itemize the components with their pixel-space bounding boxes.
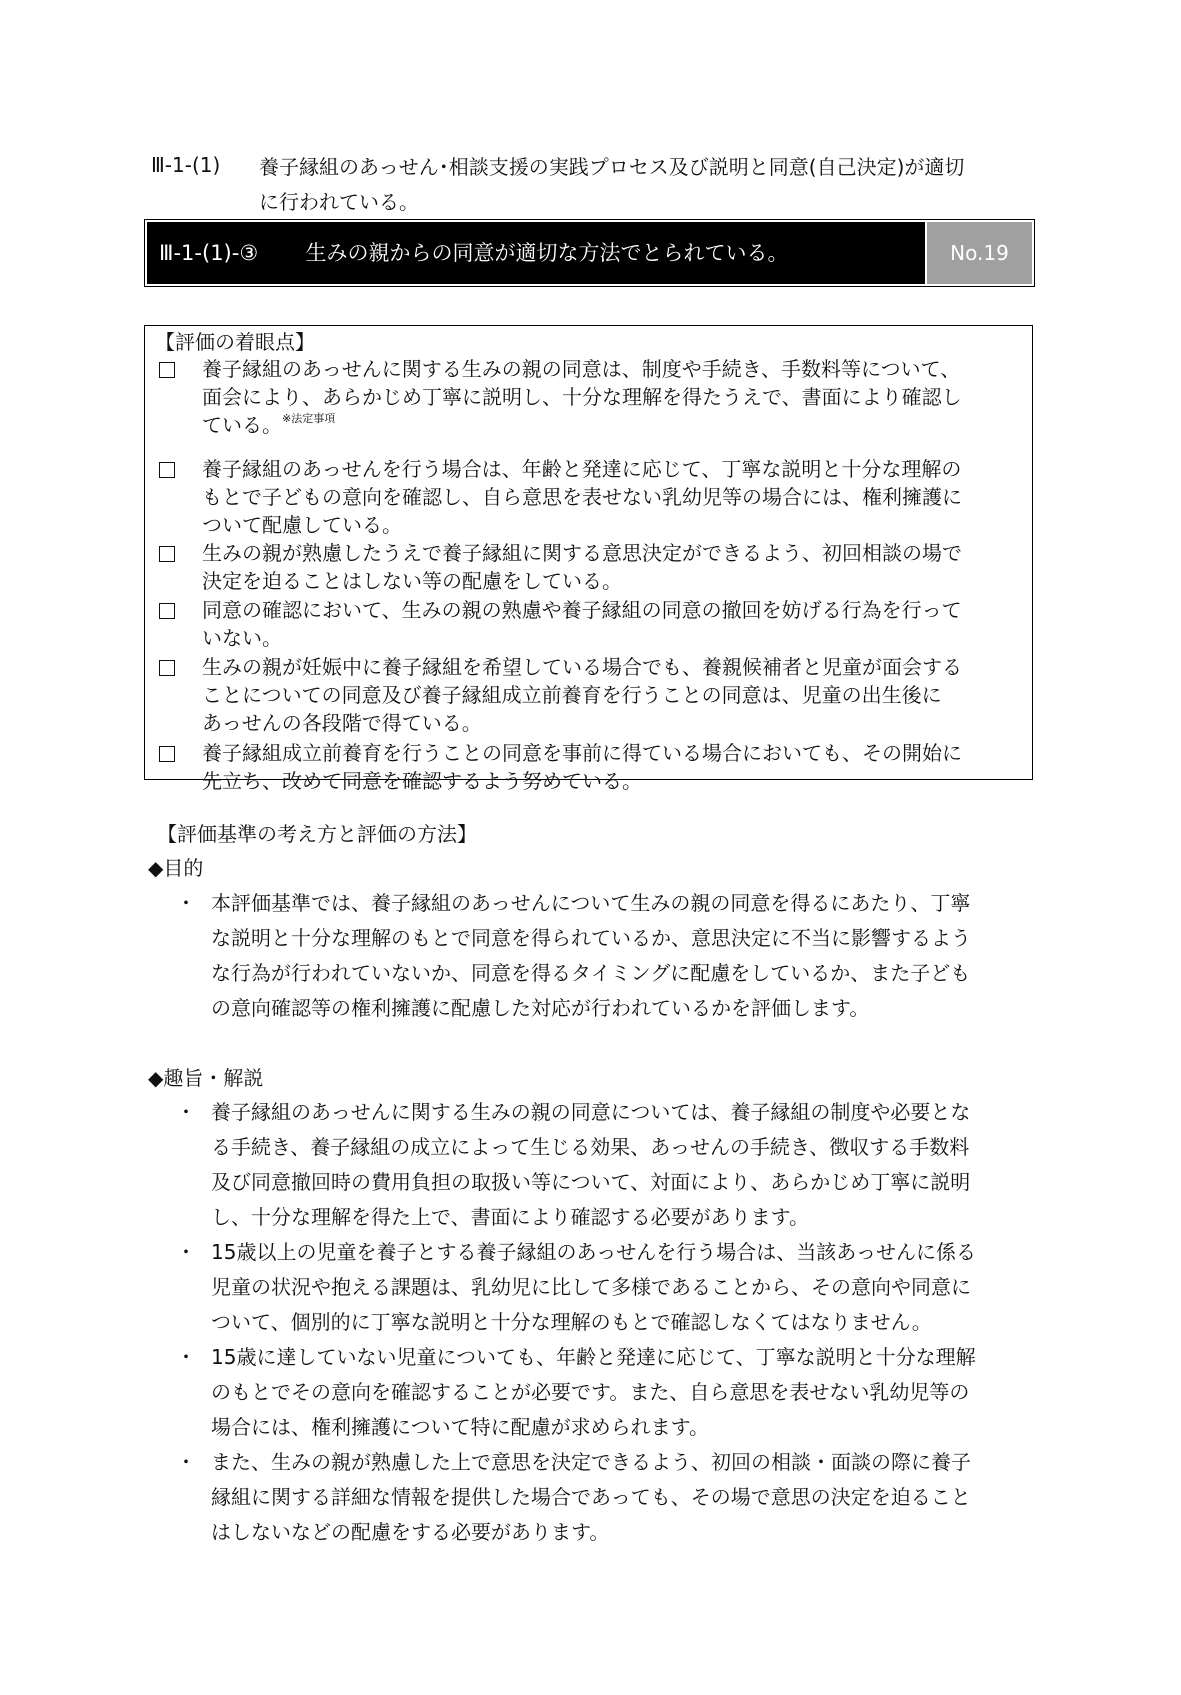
text-line: の意向確認等の権利擁護に配慮した対応が行われているかを評価します。 [211, 996, 870, 1020]
text-line [202, 653, 962, 681]
text-line-content: ている。 [202, 413, 282, 437]
text-line [202, 709, 962, 737]
method-header: 【評価基準の考え方と評価の方法】 [157, 822, 477, 846]
checkbox-icon [159, 660, 175, 676]
text-line: る手続き、養子縁組の成立によって生じる効果、あっせんの手続き、徴収する手数料 [211, 1135, 970, 1159]
text-line-content: ついて配慮している。 [202, 513, 402, 537]
text-line-content: 生みの親が妊娠中に養子縁組を希望している場合でも、養親候補者と児童が面会する [202, 655, 962, 679]
text-line-content: 面会により、あらかじめ丁寧に説明し、十分な理解を得たうえで、書面により確認し [202, 385, 962, 409]
evaluation-point-text [202, 596, 962, 652]
text-line [202, 739, 962, 767]
text-line: また、生みの親が熟慮した上で意思を決定できるよう、初回の相談・面談の際に養子 [211, 1450, 971, 1474]
criterion-title: 生みの親からの同意が適切な方法でとられている。 [305, 241, 789, 265]
text-line [202, 383, 962, 411]
text-line-content: もとで子どもの意向を確認し、自ら意思を表せない乳幼児等の場合には、権利擁護に [202, 485, 962, 509]
text-line: 及び同意撤回時の費用負担の取扱い等について、対面により、あらかじめ丁寧に説明 [211, 1170, 971, 1194]
section-heading [259, 150, 964, 220]
purpose-heading: ◆目的 [148, 856, 204, 880]
text-line-content: 養子縁組のあっせんを行う場合は、年齢と発達に応じて、丁寧な説明と十分な理解の [202, 457, 962, 481]
text-line: 本評価基準では、養子縁組のあっせんについて生みの親の同意を得るにあたり、丁寧 [211, 891, 971, 915]
text-line: 場合には、権利擁護について特に配慮が求められます。 [211, 1415, 709, 1439]
text-line [202, 681, 962, 709]
bullet-icon: ・ [176, 1345, 196, 1369]
text-line [202, 455, 962, 483]
text-line: 児童の状況や抱える課題は、乳幼児に比して多様であることから、その意向や同意に [211, 1275, 971, 1299]
text-line [202, 483, 962, 511]
text-line: 15歳以上の児童を養子とする養子縁組のあっせんを行う場合は、当該あっせんに係る [211, 1240, 977, 1264]
text-line: ついて、個別的に丁寧な説明と十分な理解のもとで確認しなくてはなりません。 [211, 1310, 932, 1334]
section-number: Ⅲ-1-(1) [151, 153, 221, 177]
text-line [202, 355, 962, 383]
text-line [202, 511, 962, 539]
bullet-text [211, 1235, 976, 1340]
text-line: 15歳に達していない児童についても、年齢と発達に応じて、丁寧な説明と十分な理解 [211, 1345, 976, 1369]
checkbox-icon [159, 746, 175, 762]
checkbox-icon [159, 462, 175, 478]
text-line: 縁組に関する詳細な情報を提供した場合であっても、その場で意思の決定を迫ること [211, 1485, 971, 1509]
checkbox-icon [159, 362, 175, 378]
legal-note: ※法定事項 [282, 412, 336, 425]
evaluation-point-text [202, 355, 962, 439]
text-line-content: 養子縁組成立前養育を行うことの同意を事前に得ている場合においても、その開始に [202, 741, 962, 765]
bullet-icon: ・ [176, 1100, 196, 1124]
text-line: な行為が行われていないか、同意を得るタイミングに配慮をしているか、また子ども [211, 961, 971, 985]
checkbox-icon [159, 546, 175, 562]
checkbox-icon [159, 603, 175, 619]
bullet-text [211, 1095, 970, 1235]
bullet-text [211, 1340, 976, 1445]
bullet-icon: ・ [176, 1240, 196, 1264]
evaluation-point-text [202, 739, 962, 795]
text-line-content: 同意の確認において、生みの親の熟慮や養子縁組の同意の撤回を妨げる行為を行って [202, 598, 962, 622]
text-line-content: あっせんの各段階で得ている。 [202, 711, 482, 735]
text-line [202, 624, 962, 652]
text-line-content: いない。 [202, 626, 282, 650]
criterion-code: Ⅲ-1-(1)-③ [159, 241, 259, 265]
text-line-content: 決定を迫ることはしない等の配慮をしている。 [202, 569, 622, 593]
criterion-title-box [144, 219, 1035, 287]
text-line: 養子縁組のあっせんに関する生みの親の同意については、養子縁組の制度や必要とな [211, 1100, 971, 1124]
text-line [202, 567, 962, 595]
text-line [202, 767, 962, 795]
bullet-text [211, 886, 971, 1026]
text-line-content: ことについての同意及び養子縁組成立前養育を行うことの同意は、児童の出生後に [202, 683, 942, 707]
evaluation-point-text [202, 653, 962, 737]
criterion-number: No.19 [927, 222, 1032, 284]
text-line [202, 411, 962, 439]
evaluation-points-box [144, 325, 1033, 793]
text-line: はしないなどの配慮をする必要があります。 [211, 1520, 610, 1544]
criterion-title-bar [147, 222, 925, 284]
evaluation-point-text [202, 455, 962, 539]
section-heading-line: 養子縁組のあっせん･相談支援の実践プロセス及び説明と同意(自己決定)が適切 [259, 155, 965, 179]
text-line-content: 生みの親が熟慮したうえで養子縁組に関する意思決定ができるよう、初回相談の場で [202, 541, 962, 565]
bullet-text [211, 1445, 971, 1550]
text-line: のもとでその意向を確認することが必要です。また、自ら意思を表せない乳幼児等の [211, 1380, 970, 1404]
section-heading-line: に行われている。 [259, 190, 419, 214]
text-line: な説明と十分な理解のもとで同意を得られているか、意思決定に不当に影響するよう [211, 926, 971, 950]
text-line-content: 先立ち、改めて同意を確認するよう努めている。 [202, 769, 642, 793]
evaluation-points-header: 【評価の着眼点】 [155, 330, 315, 354]
intent-heading: ◆趣旨・解説 [148, 1066, 264, 1090]
text-line: し、十分な理解を得た上で、書面により確認する必要があります。 [211, 1205, 809, 1229]
text-line [202, 539, 962, 567]
text-line [202, 596, 962, 624]
bullet-icon: ・ [176, 1450, 196, 1474]
text-line-content: 養子縁組のあっせんに関する生みの親の同意は、制度や手続き、手数料等について、 [202, 357, 961, 381]
evaluation-point-text [202, 539, 962, 595]
bullet-icon: ・ [176, 891, 196, 915]
